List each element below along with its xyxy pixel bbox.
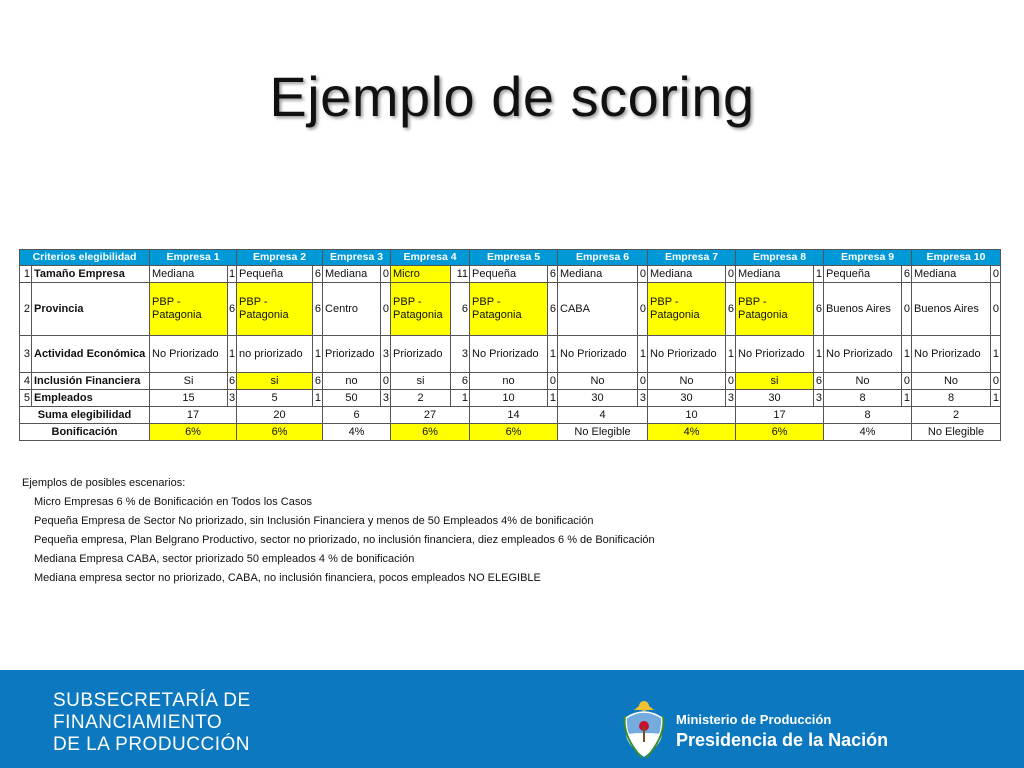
score-cell: 6: [902, 266, 912, 283]
value-cell: No: [558, 373, 638, 390]
row-number: 5: [20, 390, 32, 407]
score-cell: 1: [726, 336, 736, 373]
score-cell: 6: [228, 373, 237, 390]
value-cell: 30: [648, 390, 726, 407]
value-cell: 10: [470, 390, 548, 407]
value-cell: no: [470, 373, 548, 390]
value-cell: No Priorizado: [912, 336, 991, 373]
example-item: Mediana Empresa CABA, sector priorizado 50 empleados 4 % de bonificación: [34, 553, 415, 565]
score-cell: 0: [902, 283, 912, 336]
value-cell: CABA: [558, 283, 638, 336]
value-cell: Pequeña: [237, 266, 313, 283]
value-cell: Micro: [391, 266, 451, 283]
table-row: [20, 373, 1001, 390]
score-cell: 6: [451, 373, 470, 390]
value-cell: PBP - Patagonia: [470, 283, 548, 336]
score-cell: 1: [902, 336, 912, 373]
score-cell: 1: [638, 336, 648, 373]
value-cell: Mediana: [648, 266, 726, 283]
value-cell: No Priorizado: [824, 336, 902, 373]
value-cell: 8: [912, 390, 991, 407]
criterion-label: Inclusión Financiera: [32, 373, 150, 390]
subsecretaria-line: SUBSECRETARÍA DE: [53, 690, 251, 711]
value-cell: si: [237, 373, 313, 390]
example-item: Pequeña empresa, Plan Belgrano Productivo, sector no priorizado, no inclusión financiera, diez empleados 6 % de Bonificación: [34, 534, 655, 546]
subsecretaria-line: FINANCIAMIENTO: [53, 712, 223, 733]
value-cell: 15: [150, 390, 228, 407]
score-cell: 0: [381, 266, 391, 283]
table-row: [20, 283, 1001, 336]
value-cell: Mediana: [150, 266, 228, 283]
score-cell: 0: [902, 373, 912, 390]
score-cell: 0: [381, 373, 391, 390]
value-cell: No: [912, 373, 991, 390]
score-cell: 0: [381, 283, 391, 336]
score-cell: 1: [991, 336, 1001, 373]
suma-cell: 6: [323, 407, 391, 424]
score-cell: 3: [814, 390, 824, 407]
bonificacion-cell: 4%: [323, 424, 391, 441]
score-cell: 0: [638, 373, 648, 390]
value-cell: PBP - Patagonia: [648, 283, 726, 336]
value-cell: Pequeña: [470, 266, 548, 283]
bonificacion-cell: 6%: [736, 424, 824, 441]
suma-row: [20, 407, 1001, 424]
value-cell: No Priorizado: [648, 336, 726, 373]
suma-cell: 2: [912, 407, 1001, 424]
header-cell: Empresa 6: [558, 250, 648, 266]
score-cell: 0: [726, 373, 736, 390]
value-cell: no: [323, 373, 381, 390]
score-cell: 11: [451, 266, 470, 283]
bonificacion-cell: 4%: [648, 424, 736, 441]
value-cell: 5: [237, 390, 313, 407]
score-cell: 1: [228, 266, 237, 283]
score-cell: 3: [381, 390, 391, 407]
score-cell: 6: [313, 283, 323, 336]
score-cell: 3: [638, 390, 648, 407]
argentina-coat-of-arms-icon: [622, 696, 666, 760]
score-cell: 0: [991, 283, 1001, 336]
bonificacion-cell: 4%: [824, 424, 912, 441]
header-cell: Empresa 9: [824, 250, 912, 266]
value-cell: Mediana: [736, 266, 814, 283]
example-item: Micro Empresas 6 % de Bonificación en Todos los Casos: [34, 496, 312, 508]
score-cell: 0: [991, 373, 1001, 390]
score-cell: 3: [381, 336, 391, 373]
examples-section: [22, 474, 655, 588]
suma-cell: 17: [150, 407, 237, 424]
row-number: 4: [20, 373, 32, 390]
score-cell: 0: [638, 283, 648, 336]
value-cell: Priorizado: [323, 336, 381, 373]
bonificacion-cell: No Elegible: [558, 424, 648, 441]
value-cell: Mediana: [912, 266, 991, 283]
value-cell: No: [648, 373, 726, 390]
example-item: Pequeña Empresa de Sector No priorizado, sin Inclusión Financiera y menos de 50 Empleados 4% de bonificación: [34, 515, 594, 527]
value-cell: No: [824, 373, 902, 390]
value-cell: Buenos Aires: [912, 283, 991, 336]
value-cell: Centro: [323, 283, 381, 336]
criterion-label: Tamaño Empresa: [32, 266, 150, 283]
value-cell: Mediana: [323, 266, 381, 283]
score-cell: 3: [228, 390, 237, 407]
bonificacion-cell: 6%: [150, 424, 237, 441]
value-cell: Pequeña: [824, 266, 902, 283]
score-cell: 1: [313, 336, 323, 373]
value-cell: 8: [824, 390, 902, 407]
value-cell: 30: [558, 390, 638, 407]
table-row: [20, 390, 1001, 407]
suma-cell: 8: [824, 407, 912, 424]
score-cell: 0: [638, 266, 648, 283]
value-cell: PBP - Patagonia: [150, 283, 228, 336]
score-cell: 1: [548, 390, 558, 407]
score-cell: 1: [548, 336, 558, 373]
score-cell: 1: [902, 390, 912, 407]
header-cell: Empresa 8: [736, 250, 824, 266]
table-row: [20, 266, 1001, 283]
example-item: Mediana empresa sector no priorizado, CABA, no inclusión financiera, pocos empleados NO ELEGIBLE: [34, 572, 541, 584]
score-cell: 6: [548, 266, 558, 283]
score-cell: 6: [814, 283, 824, 336]
bonificacion-cell: 6%: [470, 424, 558, 441]
suma-cell: 17: [736, 407, 824, 424]
value-cell: 30: [736, 390, 814, 407]
value-cell: 50: [323, 390, 381, 407]
table-header-row: [20, 250, 1001, 266]
value-cell: No Priorizado: [470, 336, 548, 373]
score-cell: 0: [991, 266, 1001, 283]
bonificacion-row: [20, 424, 1001, 441]
row-number: 3: [20, 336, 32, 373]
header-cell: Empresa 4: [391, 250, 470, 266]
score-cell: 6: [548, 283, 558, 336]
criterion-label: Empleados: [32, 390, 150, 407]
ministerio-text: Ministerio de Producción: [676, 712, 832, 727]
header-cell: Empresa 10: [912, 250, 1001, 266]
header-cell: Empresa 5: [470, 250, 558, 266]
value-cell: Si: [150, 373, 228, 390]
value-cell: si: [391, 373, 451, 390]
value-cell: Buenos Aires: [824, 283, 902, 336]
score-cell: 3: [451, 336, 470, 373]
slide-title: Ejemplo de scoring: [269, 65, 755, 128]
suma-cell: 14: [470, 407, 558, 424]
header-cell: Empresa 1: [150, 250, 237, 266]
suma-cell: 10: [648, 407, 736, 424]
value-cell: Priorizado: [391, 336, 451, 373]
criterion-label: Actividad Económica: [32, 336, 150, 373]
subsecretaria-line: DE LA PRODUCCIÓN: [53, 734, 250, 755]
score-cell: 1: [991, 390, 1001, 407]
presidencia-text: Presidencia de la Nación: [676, 730, 889, 750]
suma-cell: 27: [391, 407, 470, 424]
scoring-table: [19, 249, 1001, 441]
value-cell: No Priorizado: [736, 336, 814, 373]
value-cell: Mediana: [558, 266, 638, 283]
suma-cell: 20: [237, 407, 323, 424]
score-cell: 6: [228, 283, 237, 336]
suma-cell: 4: [558, 407, 648, 424]
bonificacion-cell: No Elegible: [912, 424, 1001, 441]
footer-bar: [0, 670, 1024, 768]
header-cell: Empresa 3: [323, 250, 391, 266]
value-cell: PBP - Patagonia: [391, 283, 451, 336]
score-cell: 1: [313, 390, 323, 407]
bonificacion-cell: 6%: [391, 424, 470, 441]
score-cell: 1: [814, 336, 824, 373]
value-cell: No Priorizado: [150, 336, 228, 373]
bonificacion-cell: 6%: [237, 424, 323, 441]
examples-intro: Ejemplos de posibles escenarios:: [22, 477, 186, 489]
value-cell: si: [736, 373, 814, 390]
score-cell: 0: [726, 266, 736, 283]
score-cell: 6: [726, 283, 736, 336]
score-cell: 1: [814, 266, 824, 283]
header-cell: Criterios elegibilidad: [20, 250, 150, 266]
value-cell: no priorizado: [237, 336, 313, 373]
subsecretaria-logo-text: [53, 690, 251, 756]
suma-label: Suma elegibilidad: [20, 407, 150, 424]
row-number: 1: [20, 266, 32, 283]
bonificacion-label: Bonificación: [20, 424, 150, 441]
header-cell: Empresa 2: [237, 250, 323, 266]
table-row: [20, 336, 1001, 373]
criterion-label: Provincia: [32, 283, 150, 336]
value-cell: PBP - Patagonia: [736, 283, 814, 336]
value-cell: 2: [391, 390, 451, 407]
score-cell: 3: [726, 390, 736, 407]
score-cell: 6: [313, 266, 323, 283]
score-cell: 1: [228, 336, 237, 373]
value-cell: PBP - Patagonia: [237, 283, 313, 336]
score-cell: 6: [814, 373, 824, 390]
score-cell: 0: [548, 373, 558, 390]
score-cell: 6: [451, 283, 470, 336]
score-cell: 6: [313, 373, 323, 390]
score-cell: 1: [451, 390, 470, 407]
row-number: 2: [20, 283, 32, 336]
value-cell: No Priorizado: [558, 336, 638, 373]
header-cell: Empresa 7: [648, 250, 736, 266]
